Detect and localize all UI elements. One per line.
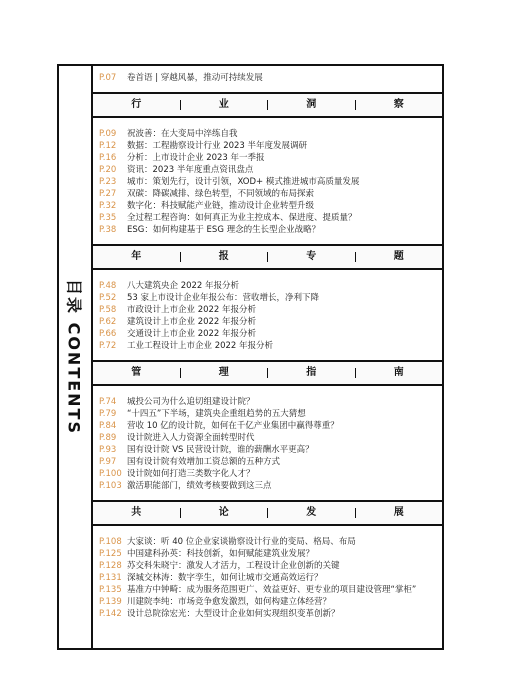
page-number: P.125 — [99, 549, 122, 559]
toc-entry[interactable] — [93, 560, 442, 572]
page-number: P.38 — [99, 225, 117, 235]
section-title-char: 指 — [268, 368, 356, 378]
section-header-3 — [93, 500, 442, 526]
toc-entry[interactable] — [93, 176, 442, 188]
section-title-char: 洞 — [268, 100, 356, 110]
side-title: 目录 CONTENTS — [64, 279, 84, 435]
toc-entry[interactable] — [93, 200, 442, 212]
toc-entry[interactable] — [93, 152, 442, 164]
toc-entry[interactable] — [93, 548, 442, 560]
page-number: P.84 — [99, 421, 117, 431]
page-number: P.128 — [99, 561, 122, 571]
toc-entry[interactable] — [93, 444, 442, 456]
page-number: P.52 — [99, 293, 117, 303]
page-number: P.35 — [99, 213, 117, 223]
toc-entry[interactable] — [93, 456, 442, 468]
entry-title: 城投公司为什么追切组建设计院？ — [127, 397, 255, 407]
section-title-char: 发 — [268, 508, 356, 518]
entry-title: 卷首语 | 穿越风暴，推动可持续发展 — [127, 73, 263, 83]
entry-title: 设计院如何打造三类数字化人才？ — [127, 469, 255, 479]
entry-title: 市政设计上市企业 2022 年报分析 — [127, 305, 257, 315]
section-title-char: 题 — [393, 251, 404, 262]
toc-entry[interactable] — [93, 328, 442, 340]
entry-title: 设计总院徐宏光：大型设计企业如何实现组织变革创新？ — [127, 609, 340, 619]
page-number: P.16 — [99, 153, 117, 163]
toc-entry[interactable] — [93, 420, 442, 432]
page-number: P.79 — [99, 409, 117, 419]
entry-title: 设计院进入人力资源全面转型时代 — [127, 433, 255, 443]
entry-title: 数字化：科技赋能产业链，推动设计企业转型升级 — [127, 201, 315, 211]
toc-entry[interactable] — [93, 292, 442, 304]
page-number: P.12 — [99, 141, 117, 151]
entry-title: 建筑设计上市企业 2022 年报分析 — [127, 317, 257, 327]
page-number: P.97 — [99, 457, 117, 467]
toc-entry[interactable] — [93, 536, 442, 548]
entry-title: 激活职能部门，绩效考核要做到这三点 — [127, 481, 272, 491]
entry-title: 川建院李纯：市场竞争愈发激烈，如何构建立体经营？ — [127, 597, 332, 607]
page-number: P.93 — [99, 445, 117, 455]
entry-title: 双碳：降碳减排、绿色转型，不同领域的布局探索 — [127, 189, 315, 199]
toc-content — [93, 66, 442, 648]
section-title-char: 理 — [181, 368, 269, 378]
page-number: P.100 — [99, 469, 122, 479]
intro-block — [93, 66, 442, 84]
toc-entry[interactable] — [93, 340, 442, 352]
section-title-char: 南 — [393, 367, 404, 378]
page-number: P.74 — [99, 397, 117, 407]
section-title-char: 察 — [393, 99, 404, 110]
section-entries-2 — [93, 396, 442, 492]
section-title-char: 年 — [93, 252, 181, 262]
entry-title: 八大建筑央企 2022 年报分析 — [127, 281, 240, 291]
entry-title: 53 家上市设计企业年报公布：营收增长，净利下降 — [127, 293, 320, 303]
toc-entry[interactable] — [93, 316, 442, 328]
page-number: P.139 — [99, 597, 122, 607]
page-number: P.72 — [99, 341, 117, 351]
section-entries-0 — [93, 128, 442, 236]
toc-entry[interactable] — [93, 432, 442, 444]
entry-title: 交通设计上市企业 2022 年报分析 — [127, 329, 257, 339]
section-title-char: 展 — [393, 507, 404, 518]
page-number: P.27 — [99, 189, 117, 199]
section-header-0 — [93, 92, 442, 118]
page-number: P.58 — [99, 305, 117, 315]
toc-entry[interactable] — [93, 188, 442, 200]
section-title-char: 业 — [181, 100, 269, 110]
section-title-char: 论 — [181, 508, 269, 518]
section-header-1 — [93, 244, 442, 270]
entry-title: 国有设计院 VS 民营设计院，谁的薪酬水平更高？ — [127, 445, 314, 455]
entry-title: 苏交科朱晓宁：激发人才活力，工程设计企业创新的关键 — [127, 561, 340, 571]
page-number: P.103 — [99, 481, 122, 491]
section-title-char: 行 — [93, 100, 181, 110]
section-title-char: 共 — [93, 508, 181, 518]
entry-title: ESG：如何构建基于 ESG 理念的生长型企业战略？ — [127, 225, 321, 235]
toc-entry[interactable] — [93, 304, 442, 316]
entry-title: 国有设计院有效增加工资总额的五种方式 — [127, 457, 281, 467]
page-number: P.135 — [99, 585, 122, 595]
entry-title: 全过程工程咨询：如何真正为业主控成本、保进度、提质量？ — [127, 213, 357, 223]
toc-entry[interactable] — [93, 584, 442, 596]
entry-title: 分析：上市设计企业 2023 年一季报 — [127, 153, 265, 163]
toc-entry[interactable] — [93, 480, 442, 492]
entry-title: 城市：策划先行，设计引领，XOD+ 模式推进城市高质量发展 — [127, 177, 360, 187]
page-number: P.23 — [99, 177, 117, 187]
page-number: P.20 — [99, 165, 117, 175]
section-entries-3 — [93, 536, 442, 620]
section-entries-1 — [93, 280, 442, 352]
toc-entry[interactable] — [93, 608, 442, 620]
toc-entry-intro[interactable] — [93, 72, 442, 84]
page-number: P.89 — [99, 433, 117, 443]
section-title-char: 管 — [93, 368, 181, 378]
entry-title: 营收 10 亿的设计院，如何在千亿产业集团中赢得尊重？ — [127, 421, 339, 431]
entry-title: 数据：工程勘察设计行业 2023 半年度发展调研 — [127, 141, 308, 151]
page-number: P.09 — [99, 129, 117, 139]
toc-entry[interactable] — [93, 396, 442, 408]
entry-title: 资讯：2023 半年度重点资讯盘点 — [127, 165, 254, 175]
entry-title: 大家谈：听 40 位企业家谈勘察设计行业的变局、格局、布局 — [127, 537, 356, 547]
toc-entry[interactable] — [93, 572, 442, 584]
section-header-2 — [93, 360, 442, 386]
section-title-char: 专 — [268, 252, 356, 262]
toc-entry[interactable] — [93, 408, 442, 420]
toc-entry[interactable] — [93, 224, 442, 236]
entry-title: 中国建科孙英：科技创新，如何赋能建筑业发展？ — [127, 549, 315, 559]
entry-title: 基准方中钟畸：成为服务范围更广、效益更好、更专业的项目建设管理“掌柜” — [127, 585, 417, 595]
toc-frame — [57, 64, 444, 650]
section-title-char: 报 — [181, 252, 269, 262]
entry-title: 深城交林涛：数字孪生，如何让城市交通高效运行？ — [127, 573, 323, 583]
page-number: P.48 — [99, 281, 117, 291]
toc-entry[interactable] — [93, 280, 442, 292]
entry-title: “十四五”下半场，建筑央企重组趋势的五大猜想 — [127, 409, 306, 419]
page-number: P.142 — [99, 609, 122, 619]
toc-entry[interactable] — [93, 596, 442, 608]
page-number: P.131 — [99, 573, 122, 583]
entry-title: 工业工程设计上市企业 2022 年报分析 — [127, 341, 274, 351]
toc-entry[interactable] — [93, 212, 442, 224]
page-number: P.32 — [99, 201, 117, 211]
toc-entry[interactable] — [93, 128, 442, 140]
toc-entry[interactable] — [93, 164, 442, 176]
page-number: P.108 — [99, 537, 122, 547]
page-number: P.07 — [99, 73, 117, 83]
toc-entry[interactable] — [93, 140, 442, 152]
side-title-column — [59, 66, 93, 648]
page-number: P.66 — [99, 329, 117, 339]
toc-entry[interactable] — [93, 468, 442, 480]
page-number: P.62 — [99, 317, 117, 327]
entry-title: 祝波善：在大变局中淬练自我 — [127, 129, 238, 139]
